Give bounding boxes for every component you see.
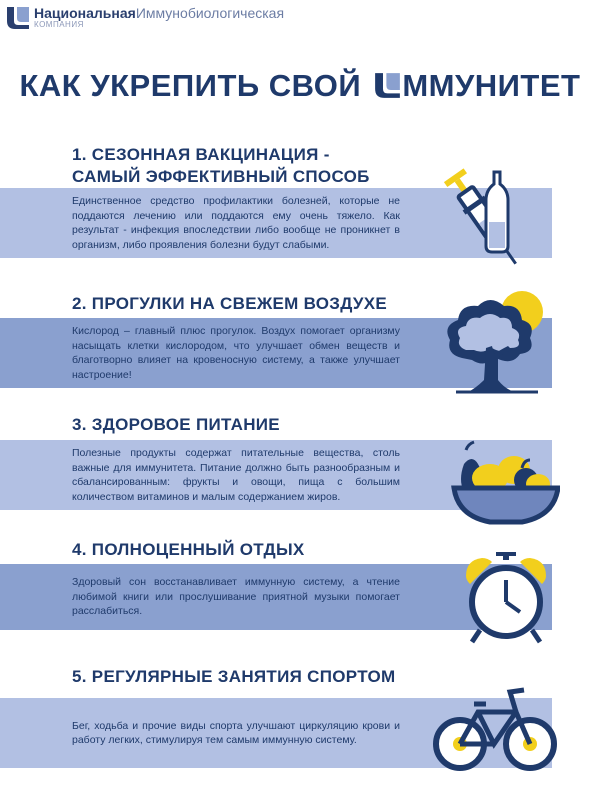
- company-logo: [6, 6, 284, 30]
- page-title-start: КАК УКРЕПИТЬ СВОЙ: [19, 68, 362, 103]
- bicycle-icon: [430, 682, 560, 778]
- page-title-end: ММУНИТЕТ: [402, 68, 581, 103]
- section-2-title: [72, 293, 387, 315]
- section-5-title-line1: 5. РЕГУЛЯРНЫЕ ЗАНЯТИЯ СПОРТОМ: [72, 667, 396, 686]
- section-4-title-line1: 4. ПОЛНОЦЕННЫЙ ОТДЫХ: [72, 540, 305, 559]
- section-5-title: [72, 666, 395, 688]
- section-3-title: [72, 414, 280, 436]
- section-2-title-line1: 2. ПРОГУЛКИ НА СВЕЖЕМ ВОЗДУХЕ: [72, 294, 388, 313]
- fruit-bowl-icon: [450, 440, 560, 530]
- section-3-title-line1: 3. ЗДОРОВОЕ ПИТАНИЕ: [72, 415, 280, 434]
- section-1-text: Единственное средство профилактики болезней, которые не поддаются лечению или поддаются ему очень тяжело. Как результат - инфекция впоследствии либо вообще не проникнет в организм, либо проявления болезни будут слабыми.: [72, 195, 400, 251]
- section-2-text: Кислород – главный плюс прогулок. Воздух помогает организму насыщать клетки кислородом, что улучшает обмен веществ и благотворно влияет на кровеносную систему, а также улучшает настроение!: [72, 325, 400, 381]
- tree-sun-icon: [440, 288, 555, 396]
- section-1-title-line1: 1. СЕЗОННАЯ ВАКЦИНАЦИЯ -: [72, 145, 330, 164]
- section-3-text: Полезные продукты содержат питательные вещества, столь важные для иммунитета. Питание должно быть разнообразным и сбалансированным: фрукты и овощи, пища с большим количеством витаминов и малым содержанием жиров.: [72, 447, 400, 503]
- page-title: [0, 68, 600, 104]
- company-name-light: Иммунобиологическая: [135, 5, 285, 21]
- section-4-title: [72, 539, 305, 561]
- logo-letter-i-icon: [374, 72, 401, 99]
- section-5-text: Бег, ходьба и прочие виды спорта улучшают циркуляцию крови и работу легких, стимулируя тем самым иммунную систему.: [72, 719, 400, 746]
- syringe-icon: [428, 160, 538, 275]
- alarm-clock-icon: [458, 550, 554, 646]
- section-1-title-line2: САМЫЙ ЭФФЕКТИВНЫЙ СПОСОБ: [72, 167, 370, 186]
- section-1-title: [72, 144, 370, 188]
- section-4-text: Здоровый сон восстанавливает иммунную систему, а чтение любимой книги или прослушивание приятной музыки помогает расслабиться.: [72, 576, 400, 618]
- company-logo-text: [34, 6, 284, 29]
- company-name-bold: Национальная: [34, 5, 136, 21]
- company-logo-mark-icon: [6, 6, 30, 30]
- company-subtitle: КОМПАНИЯ: [34, 20, 84, 29]
